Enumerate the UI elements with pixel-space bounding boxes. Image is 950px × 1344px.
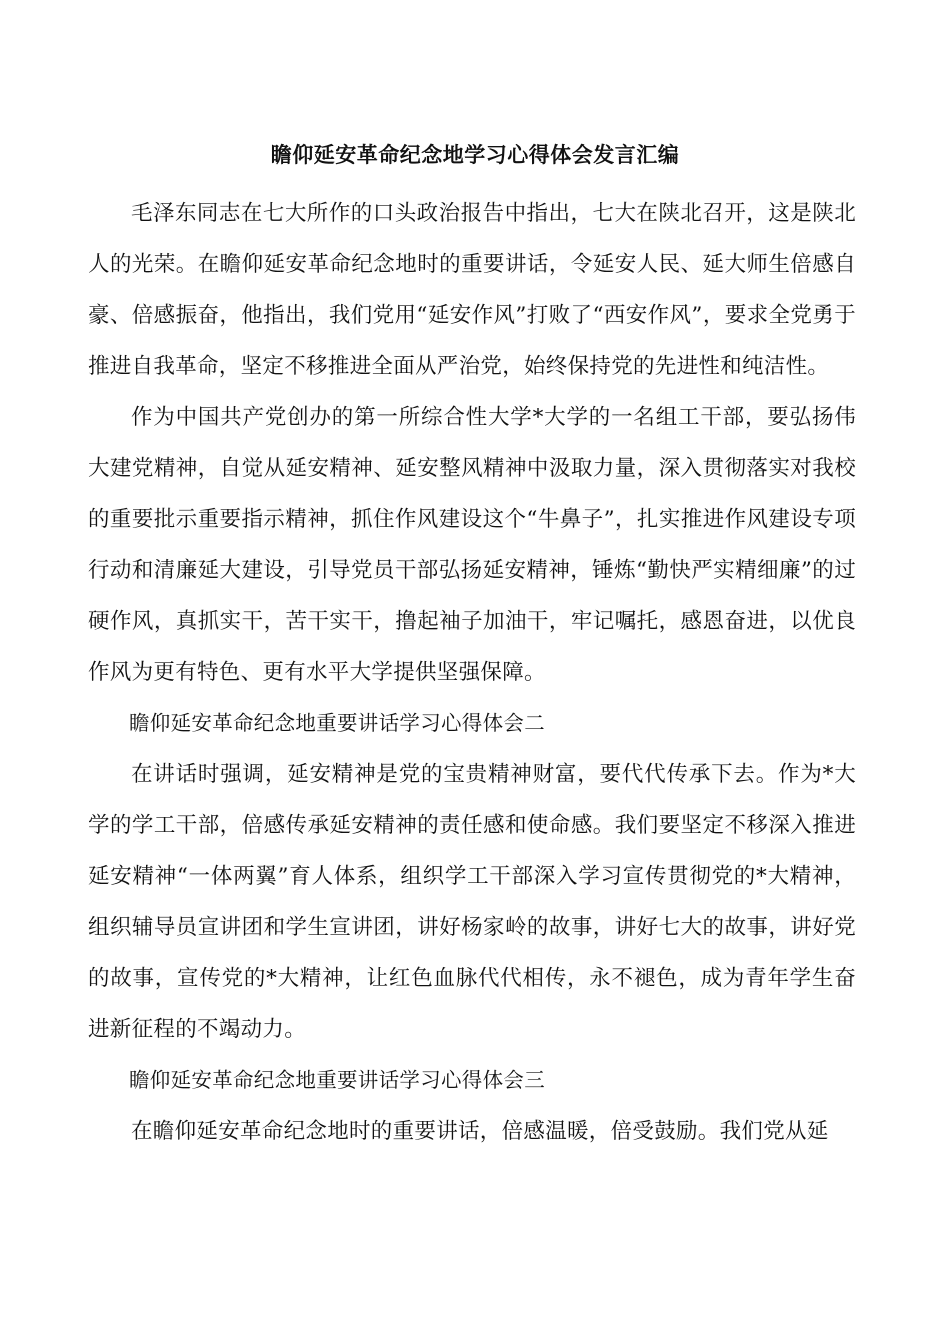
paragraph-4: 在瞻仰延安革命纪念地时的重要讲话，倍感温暖，倍受鼓励。我们党从延: [131, 1119, 829, 1144]
section-heading-3: 瞻仰延安革命纪念地重要讲话学习心得体会三: [129, 1068, 545, 1092]
paragraph-2: 作为中国共产党创办的第一所综合性大学*大学的一名组工干部，要弘扬伟大建党精神，自觉从延安精神、延安整风精神中汲取力量，深入贯彻落实对我校的重要批示重要指示精神，抓住作风建设这个“牛鼻子”，扎实推进作风建设专项行动和清廉延大建设，引导党员干部弘扬延安精神，锤炼“勤快严实精细廉”的过硬作风，真抓实干，苦干实干，撸起袖子加油干，牢记嘱托，感恩奋进，以优良作风为更有特色、更有水平大学提供坚强保障。: [88, 405, 856, 685]
document-body: [88, 188, 856, 1157]
document-title: 瞻仰延安革命纪念地学习心得体会发言汇编: [270, 142, 680, 167]
paragraph-3: 在讲话时强调，延安精神是党的宝贵精神财富，要代代传承下去。作为*大学的学工干部，倍感传承延安精神的责任感和使命感。我们要坚定不移深入推进延安精神“一体两翼”育人体系，组织学工干部深入学习宣传贯彻党的*大精神，组织辅导员宣讲团和学生宣讲团，讲好杨家岭的故事，讲好七大的故事，讲好党的故事，宣传党的*大精神，让红色血脉代代相传，永不褪色，成为青年学生奋进新征程的不竭动力。: [88, 762, 856, 1042]
paragraph-1: 毛泽东同志在七大所作的口头政治报告中指出，七大在陕北召开，这是陕北人的光荣。在瞻仰延安革命纪念地时的重要讲话，令延安人民、延大师生倍感自豪、倍感振奋，他指出，我们党用“延安作风”打败了“西安作风”，要求全党勇于推进自我革命，坚定不移推进全面从严治党，始终保持党的先进性和纯洁性。: [88, 201, 856, 379]
section-heading-2: 瞻仰延安革命纪念地重要讲话学习心得体会二: [129, 711, 545, 735]
